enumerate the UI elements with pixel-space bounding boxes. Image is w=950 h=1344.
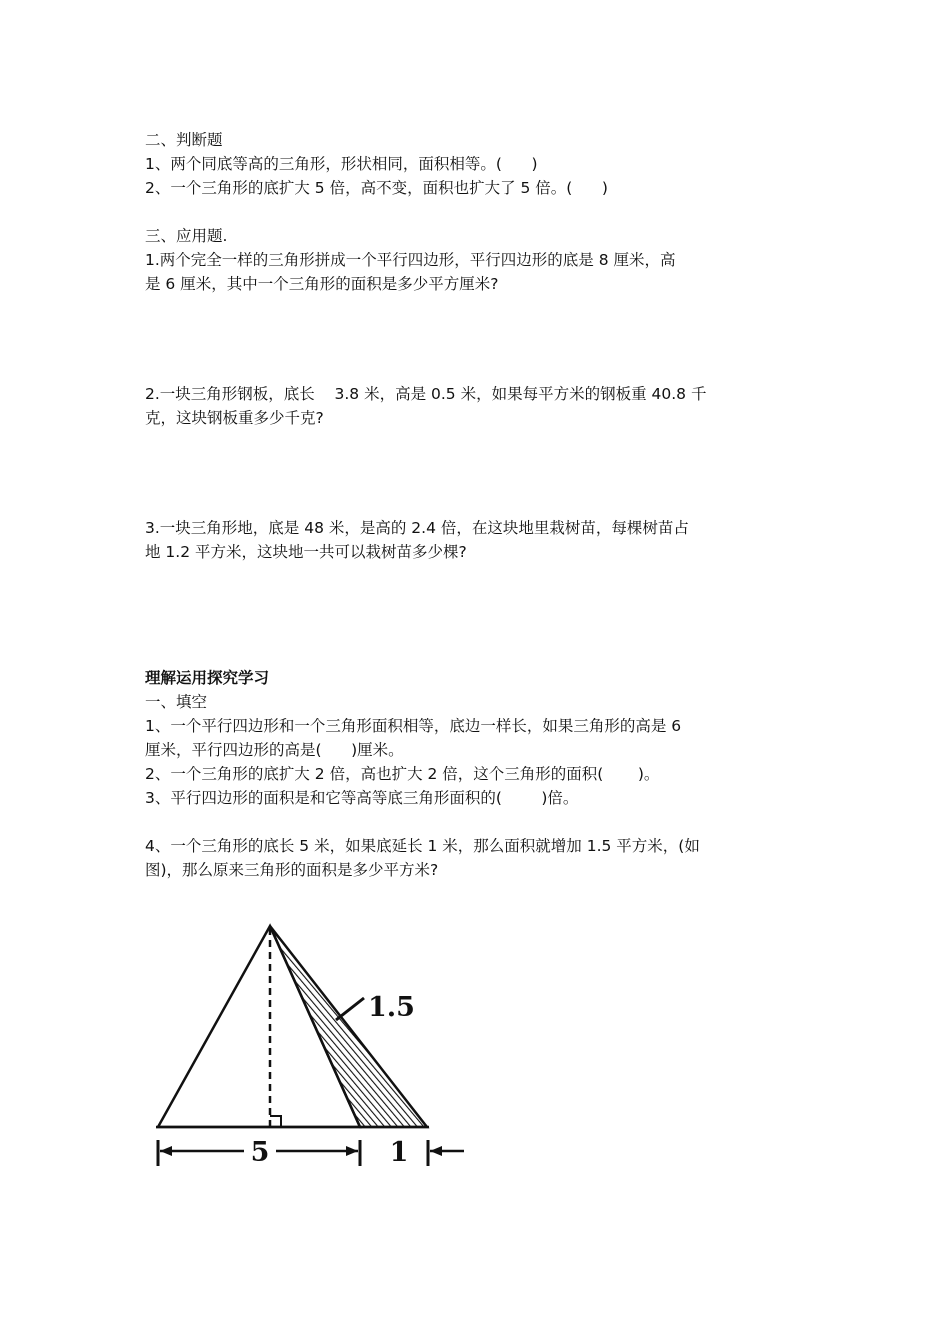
fill-question-1-line-1: 1、一个平行四边形和一个三角形面积相等，底边一样长，如果三角形的高是 6: [145, 717, 682, 735]
problem-3-line-1: 3.一块三角形地，底是 48 米，是高的 2.4 倍，在这块地里栽树苗，每棵树苗占: [145, 519, 689, 537]
right-angle-marker: [270, 1116, 281, 1127]
judge-question-2: 2、一个三角形的底扩大 5 倍，高不变，面积也扩大了 5 倍。( ): [145, 179, 608, 197]
leader-line: [336, 998, 364, 1020]
arrowhead-ext: [430, 1146, 442, 1156]
area-label: 1.5: [368, 992, 415, 1023]
extension-label: 1: [389, 1137, 409, 1168]
problem-2-line-2: 克，这块钢板重多少千克?: [145, 409, 324, 427]
problem-3-line-2: 地 1.2 平方米，这块地一共可以栽树苗多少棵?: [145, 543, 467, 561]
section2-title: 二、判断题: [145, 131, 223, 149]
shaded-triangle: [270, 926, 427, 1127]
fill-question-2: 2、一个三角形的底扩大 2 倍，高也扩大 2 倍，这个三角形的面积( )。: [145, 765, 660, 783]
fill-question-1-line-2: 厘米，平行四边形的高是( )厘米。: [145, 741, 404, 759]
judge-question-1: 1、两个同底等高的三角形，形状相同，面积相等。( ): [145, 155, 538, 173]
arrowhead-right: [346, 1146, 358, 1156]
document-body: [145, 128, 810, 882]
fill-title: 一、填空: [145, 693, 208, 711]
problem-2-line-1: 2.一块三角形钢板，底长 3.8 米，高是 0.5 米，如果每平方米的钢板重 40.8 千: [145, 385, 707, 403]
section3-title: 三、应用题.: [145, 227, 228, 245]
fill-question-3: 3、平行四边形的面积是和它等高等底三角形面积的( )倍。: [145, 789, 579, 807]
fill-question-4-line-2: 图)，那么原来三角形的面积是多少平方米?: [145, 861, 439, 879]
problem-1-line-1: 1.两个完全一样的三角形拼成一个平行四边形，平行四边形的底是 8 厘米，高: [145, 251, 676, 269]
explore-heading: 理解运用探究学习: [145, 669, 270, 687]
arrowhead-left: [160, 1146, 172, 1156]
fill-question-4-line-1: 4、一个三角形的底长 5 米，如果底延长 1 米，那么面积就增加 1.5 平方米，(如: [145, 837, 700, 855]
triangle-figure: [150, 918, 480, 1178]
base-label: 5: [250, 1137, 270, 1168]
problem-1-line-2: 是 6 厘米，其中一个三角形的面积是多少平方厘米?: [145, 275, 499, 293]
